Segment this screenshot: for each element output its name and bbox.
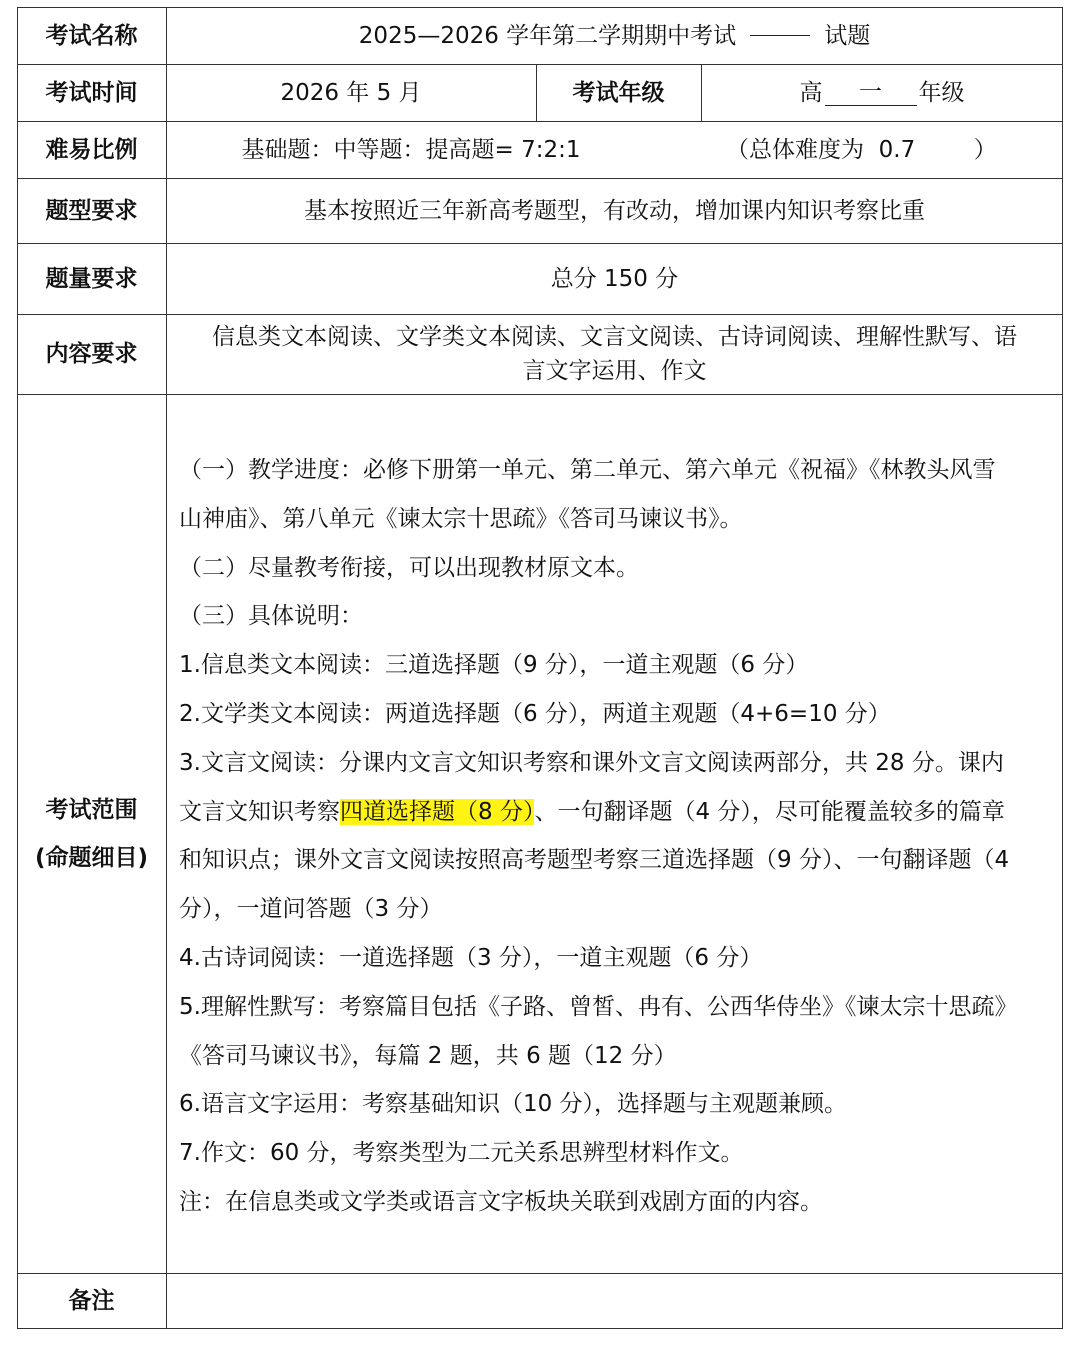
- scope-line: [179, 788, 1059, 837]
- scope-line: 5.理解性默写：考察篇目包括《子路、曾皙、冉有、公西华侍坐》《谏太宗十思疏》: [179, 993, 1018, 1020]
- content-label: 内容要求: [45, 341, 138, 367]
- scope-line: 《答司马谏议书》，每篇 2 题，共 6 题（12 分）: [179, 1042, 677, 1069]
- scope-line: （一）教学进度：必修下册第一单元、第二单元、第六单元《祝福》《林教头风雪: [179, 457, 996, 483]
- exam-name-suffix: 试题: [824, 22, 871, 49]
- scope-line: 分），一道问答题（3 分）: [179, 896, 443, 923]
- exam-name-value: [166, 7, 1063, 64]
- scope-line: 注：在信息类或文学类或语言文字板块关联到戏剧方面的内容。: [179, 1188, 823, 1215]
- question-types-value: 基本按照近三年新高考题型，有改动，增加课内知识考察比重: [304, 197, 925, 224]
- exam-name-label: 考试名称: [45, 22, 138, 49]
- scope-line: 山神庙》、第八单元《谏太宗十思疏》《答司马谏议书》。: [179, 505, 743, 532]
- highlighted-text: 四道选择题（8 分）: [340, 798, 535, 825]
- grade-prefix: 高: [799, 79, 823, 106]
- content-value: [166, 314, 1063, 394]
- scope-line: 6.语言文字运用：考察基础知识（10 分），选择题与主观题兼顾。: [179, 1091, 848, 1118]
- exam-grade-label: 考试年级: [572, 79, 665, 106]
- exam-name-prefix: 2025—2026 学年第二学期期中考试: [358, 22, 737, 49]
- difficulty-label: 难易比例: [45, 136, 138, 163]
- scope-line: （三）具体说明：: [179, 603, 363, 630]
- grade-blank: 一: [825, 79, 917, 106]
- scope-label: [17, 394, 166, 1273]
- scope-line-part: 文言文知识考察: [179, 798, 340, 825]
- exam-time-label: 考试时间: [45, 79, 138, 106]
- remarks-value: [166, 1273, 1063, 1329]
- question-types-label: 题型要求: [45, 197, 138, 224]
- question-amount-label: 题量要求: [45, 265, 138, 292]
- content-line: 言文字运用、作文: [522, 358, 707, 384]
- subject-blank: [750, 35, 810, 36]
- grade-suffix: 年级: [918, 79, 965, 106]
- exam-time-value: 2026 年 5 月: [280, 79, 422, 106]
- exam-grade-value: [701, 64, 1063, 121]
- content-line: 信息类文本阅读、文学类文本阅读、文言文阅读、古诗词阅读、理解性默写、语: [212, 324, 1017, 350]
- scope-line: 4.古诗词阅读：一道选择题（3 分），一道主观题（6 分）: [179, 944, 763, 971]
- scope-line-part: 、一句翻译题（4 分），尽可能覆盖较多的篇章: [534, 798, 1005, 825]
- scope-details: [179, 446, 1059, 1227]
- scope-line: 2.文学类文本阅读：两道选择题（6 分），两道主观题（4+6=10 分）: [179, 700, 891, 727]
- scope-line: 7.作文：60 分，考察类型为二元关系思辨型材料作文。: [179, 1140, 744, 1167]
- remarks-label: 备注: [68, 1288, 115, 1314]
- question-amount-value: 总分 150 分: [550, 265, 679, 292]
- row-divider: [17, 394, 1063, 395]
- scope-label-line: (命题细目): [34, 844, 149, 871]
- scope-label-line: 考试范围: [45, 796, 138, 823]
- difficulty-overall: （总体难度为 0.7 ）: [726, 136, 997, 163]
- scope-line: 和知识点；课外文言文阅读按照高考题型考察三道选择题（9 分）、一句翻译题（4: [179, 847, 1010, 874]
- scope-line: 3.文言文阅读：分课内文言文知识考察和课外文言文阅读两部分，共 28 分。课内: [179, 749, 1004, 776]
- difficulty-ratio: 基础题：中等题：提高题= 7:2:1: [241, 136, 581, 163]
- scope-line: （二）尽量教考衔接，可以出现教材原文本。: [179, 554, 639, 581]
- scope-line: 1.信息类文本阅读：三道选择题（9 分），一道主观题（6 分）: [179, 652, 809, 679]
